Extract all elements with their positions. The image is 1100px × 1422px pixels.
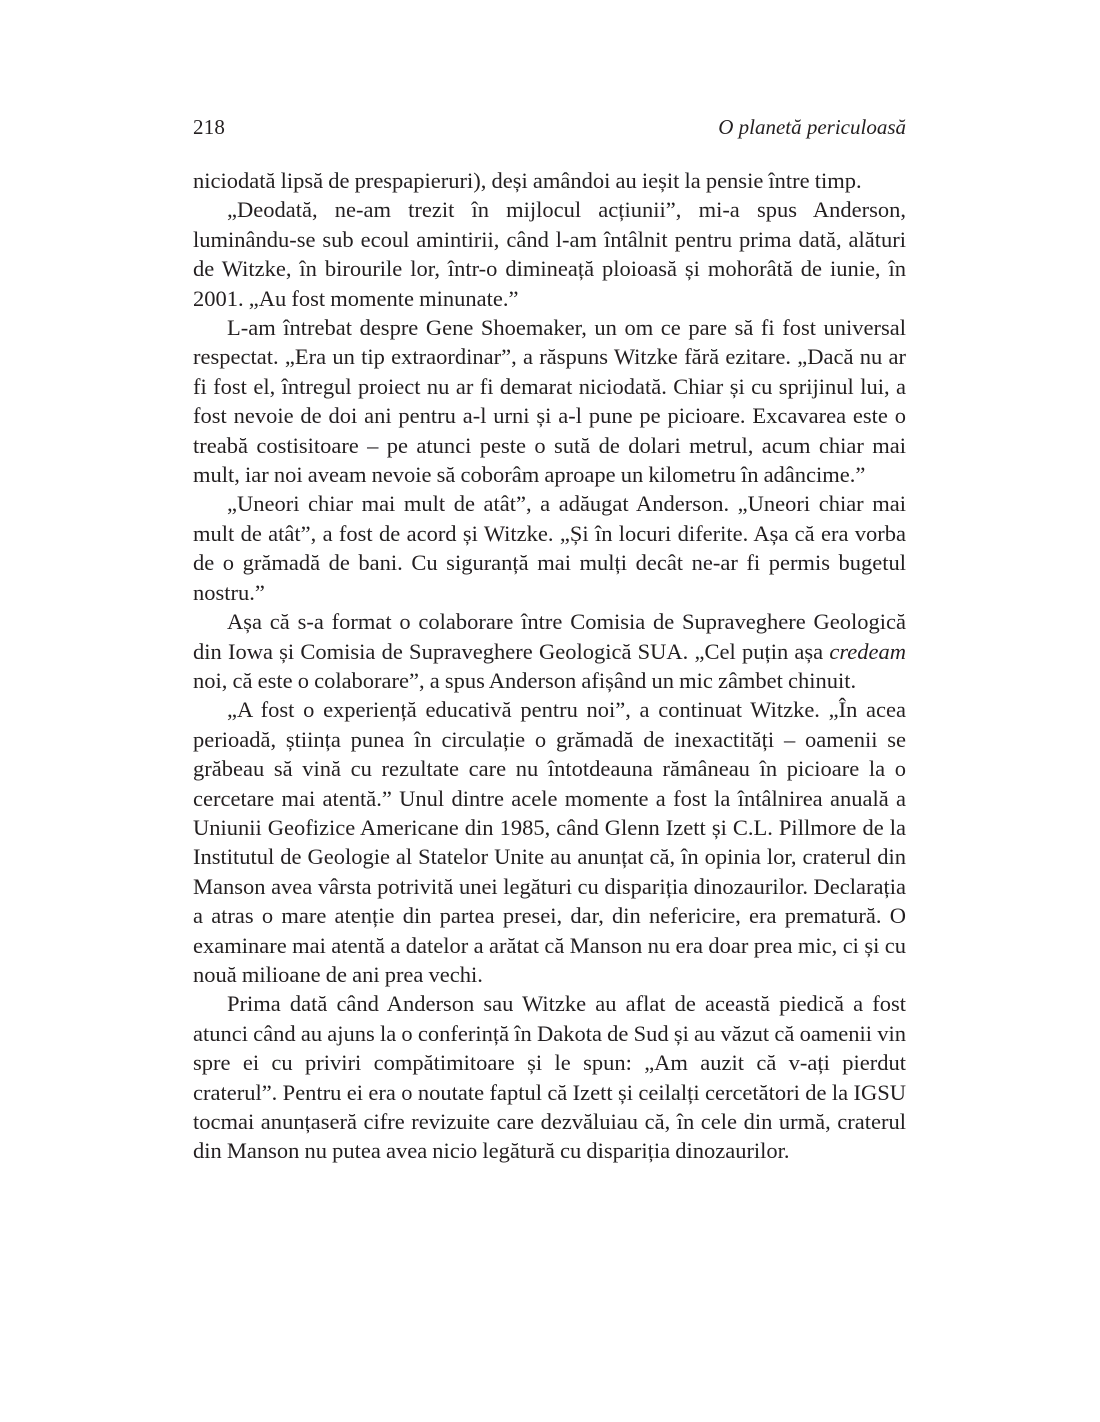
paragraph: Prima dată când Anderson sau Witzke au aflat de această piedică a fost atunci când au ajuns la o conferință în Dakota de Sud și au văzut că oamenii vin spre ei cu priviri compătimitoare și le spun: „Am auzit că v-ați pierdut craterul”. Pentru ei era o noutate faptul că Izett și ceilalți cercetători de la IGSU tocmai anunțaseră cifre revizuite care dezvăluiau că, în cele din urmă, craterul din Manson nu putea avea nicio legătură cu dispariția dinozaurilor. — [193, 991, 906, 1164]
paragraph-text: noi, că este o colaborare”, a spus Anderson afișând un mic zâmbet chinuit. — [193, 667, 857, 693]
paragraph: „A fost o experiență educativă pentru noi”, a continuat Witzke. „În acea perioadă, știința punea în circulație o grămadă de inexactități – oamenii se grăbeau să vină cu rezultate care nu întotdeauna rămâneau în picioare la o cercetare mai atentă.” Unul dintre acele momente a fost la întâlnirea anuală a Uniunii Geofizice Americane din 1985, când Glenn Izett și C.L. Pillmore de la Institutul de Geologie al Statelor Unite au anunțat că, în opinia lor, craterul din Manson avea vârsta potrivită unei legături cu dispariția dinozaurilor. Declarația a atras o mare atenție din partea presei, dar, din nefericire, era prematură. O examinare mai atentă a datelor a arătat că Manson nu era doar prea mic, ci și cu nouă milioane de ani prea vechi. — [193, 697, 906, 987]
running-title: O planetă periculoasă — [718, 115, 906, 139]
paragraph: niciodată lipsă de prespapieruri), deși amândoi au ieșit la pensie între timp. — [193, 168, 862, 193]
paragraph: L-am întrebat despre Gene Shoemaker, un om ce pare să fi fost universal respectat. „Era un tip extraordinar”, a răspuns Witzke fără ezitare. „Dacă nu ar fi fost el, întregul proiect nu ar fi demarat niciodată. Chiar și cu sprijinul lui, a fost nevoie de doi ani pentru a-l urni și a-l pune pe picioare. Excavarea este o treabă costisitoare – pe atunci peste o sută de dolari metrul, acum chiar mai mult, iar noi aveam nevoie să coborâm aproape un kilometru în adâncime.” — [193, 315, 906, 488]
running-head — [193, 112, 906, 148]
book-page — [193, 112, 906, 1166]
page-number: 218 — [193, 115, 226, 139]
emphasized-word: credeam — [829, 638, 906, 664]
paragraph — [193, 607, 906, 695]
paragraph: „Uneori chiar mai mult de atât”, a adăugat Anderson. „Uneori chiar mai mult de atât”, a fost de acord și Witzke. „Și în locuri diferite. Așa că era vorba de o grămadă de bani. Cu siguranță mai mulți decât ne-ar fi permis bugetul nostru.” — [193, 491, 906, 605]
paragraph: „Deodată, ne-am trezit în mijlocul acțiunii”, mi-a spus Anderson, luminându-se sub ecoul amintirii, când l-am întâlnit pentru prima dată, alături de Witzke, în birourile lor, într-o dimineață ploioasă și mohorâtă de iunie, în 2001. „Au fost momente minunate.” — [193, 197, 906, 311]
body-text — [193, 166, 906, 1166]
paragraph-text: Așa că s-a format o colaborare între Comisia de Supraveghere Geologică din Iowa și Comisia de Supraveghere Geologică SUA. „Cel puțin așa — [193, 609, 906, 664]
